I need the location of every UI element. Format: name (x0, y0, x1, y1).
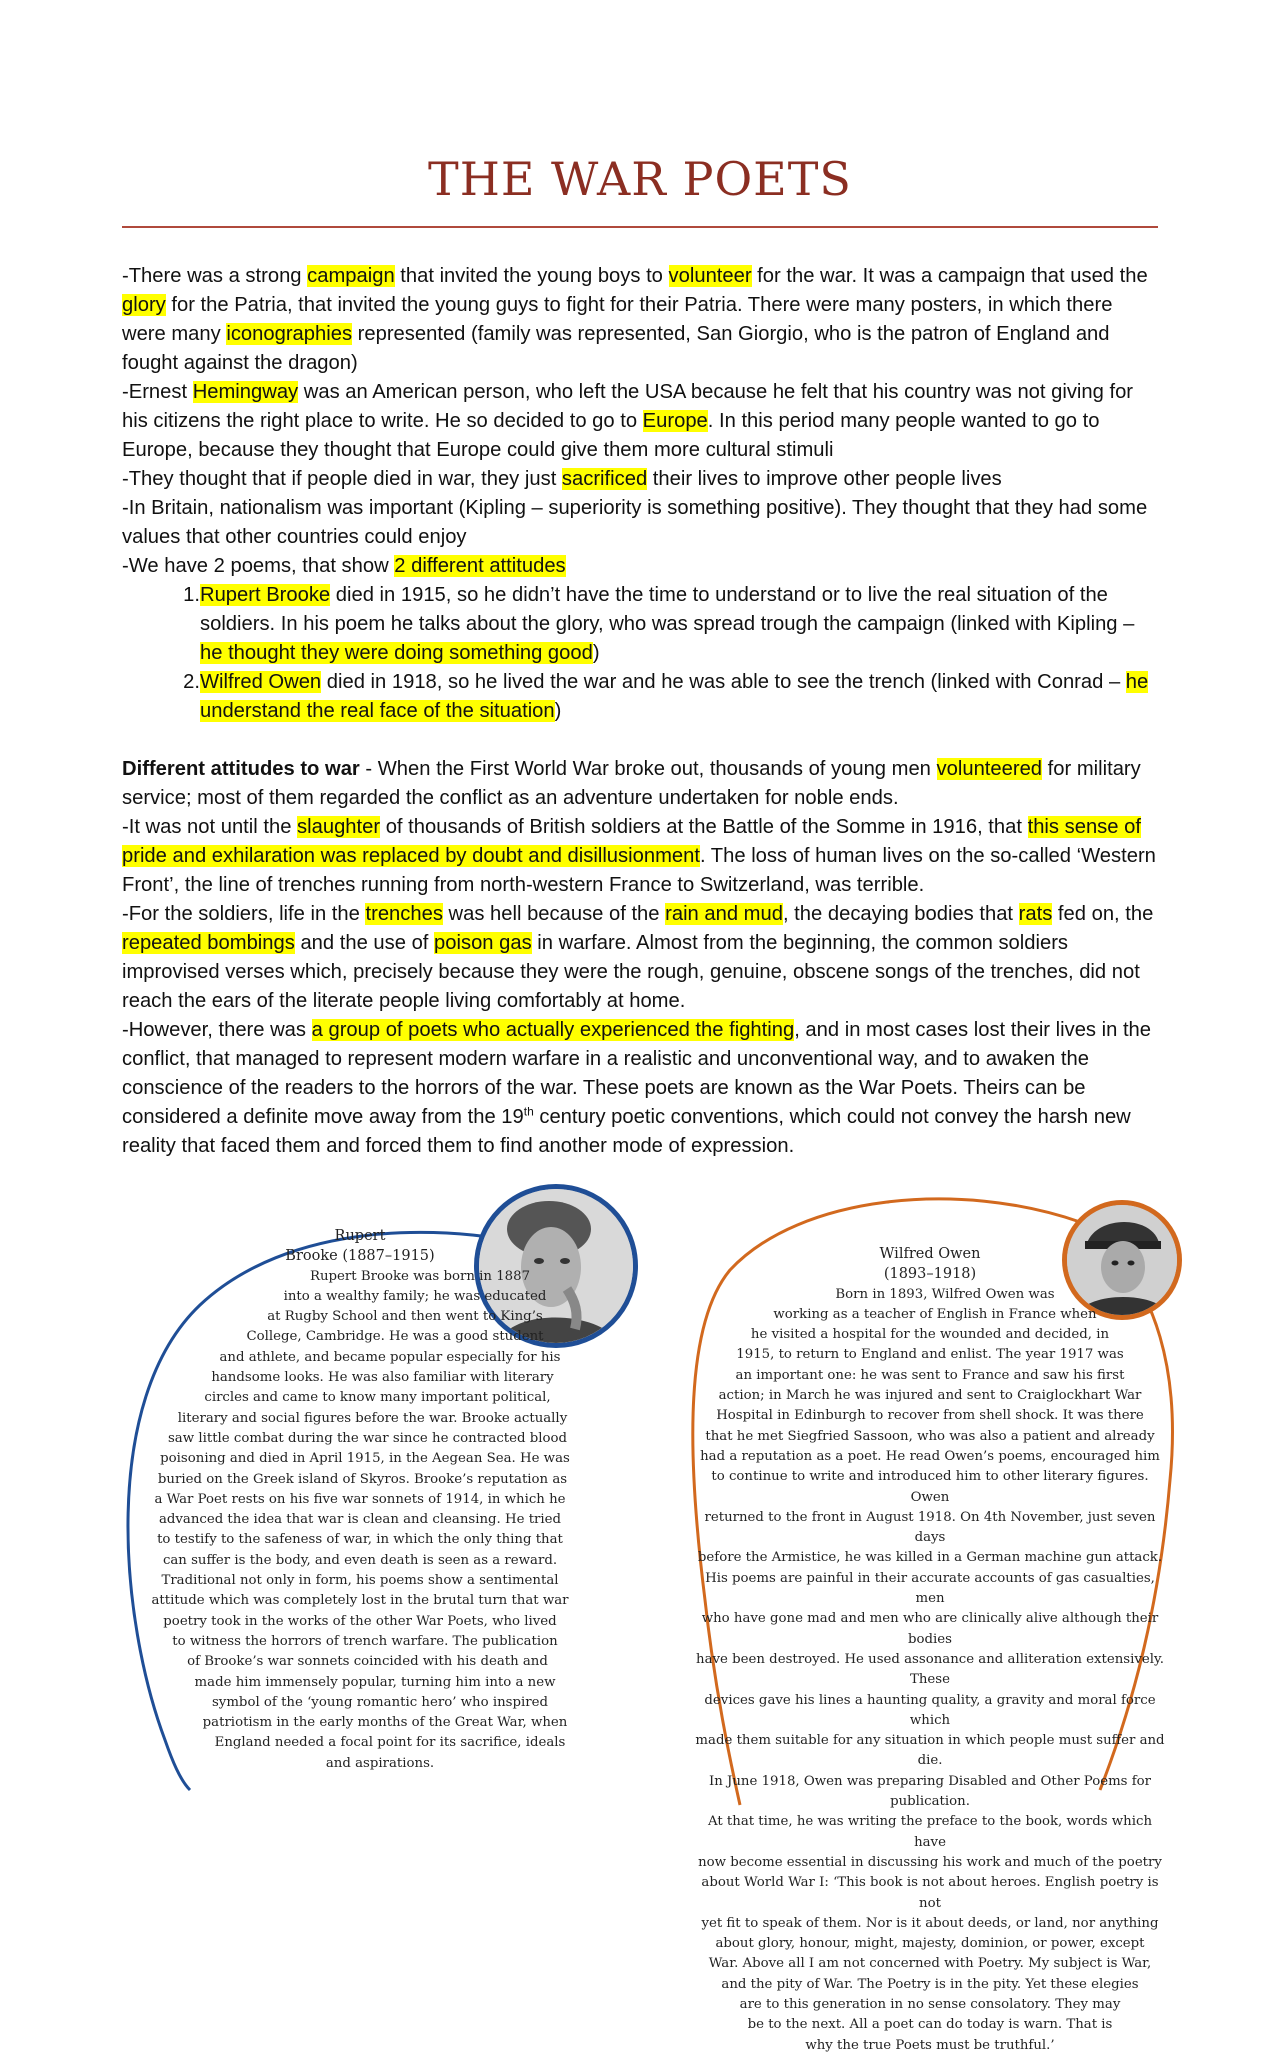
bio-line: and athlete, and became popular especially for his (219, 1349, 561, 1365)
page-title: THE WAR POETS (428, 152, 852, 206)
highlight: trenches (365, 903, 443, 925)
bio-line: working as a teacher of English in France when (773, 1306, 1097, 1322)
bio-line: at Rugby School and then went to King’s (267, 1309, 543, 1325)
bio-line: had a reputation as a poet. He read Owen’s poems, encouraged him (700, 1448, 1160, 1464)
highlight: Rupert Brooke (200, 584, 331, 606)
text-run: ) (592, 642, 600, 664)
bio-line: Traditional not only in form, his poems show a sentimental (161, 1573, 559, 1589)
bio-line: yet fit to speak of them. Nor is it about deeds, or land, nor anything (701, 1915, 1159, 1931)
bio-line: His poems are painful in their accurate accounts of gas casualties, men (705, 1570, 1155, 1607)
bio-line: be to the next. All a poet can do today is warn. That is (747, 2017, 1113, 2033)
bio-line: of Brooke’s war sonnets coincided with his death and (187, 1654, 548, 1670)
highlight: he understand the real face of the situation (200, 671, 1149, 722)
bio-line: Born in 1893, Wilfred Owen was (835, 1286, 1055, 1302)
bio-line: have been destroyed. He used assonance and alliteration extensively. These (696, 1651, 1164, 1688)
bio-line: War. Above all I am not concerned with Poetry. My subject is War, (708, 1956, 1152, 1972)
bio-line: to witness the horrors of trench warfare. The publication (172, 1633, 558, 1649)
text-run: died in 1915, so he didn’t have the time to understand or to live the real situation of the soldiers. In his poem he talks about the glory, who was spread trough the campaign (linked with Kipling – (200, 584, 1135, 635)
text-run: died in 1918, so he lived the war and he was able to see the trench (linked with Conrad – (321, 671, 1126, 693)
text-run: was hell because of the (442, 903, 666, 925)
bio-line: an important one: he was sent to France and saw his first (735, 1367, 1125, 1383)
highlight: iconographies (226, 323, 353, 345)
text-run: of thousands of British soldiers at the Battle of the Somme in 1916, that (380, 816, 1028, 838)
text-run: -However, there was (122, 1019, 312, 1041)
bio-line: and aspirations. (325, 1755, 435, 1771)
bio-line: to testify to the safeness of war, in which the only thing that (157, 1532, 563, 1548)
text-run: , and in most cases lost their lives in the conflict, that managed to represent modern warfare in a realistic and unconventional way, and to awaken the conscience of the readers to the horrors of the war. These poets are known as the War Poets. Theirs can be considered a definite move away from the 19 (122, 1019, 1152, 1128)
highlight: 2 different attitudes (394, 555, 566, 577)
bio-line: saw little combat during the war since he contracted blood (167, 1430, 568, 1446)
text-run: was an American person, who left the USA because he felt that his country was not giving for his citizens the right place to write. He so decided to go to (122, 381, 1134, 432)
bio-line: College, Cambridge. He was a good student (246, 1329, 544, 1345)
text-run: fed on, the (1052, 903, 1154, 925)
bio-line: England needed a focal point for its sacrifice, ideals (214, 1735, 566, 1751)
bio-line: before the Armistice, he was killed in a German machine gun attack. (697, 1550, 1163, 1566)
highlight: campaign (307, 265, 395, 287)
highlight: glory (122, 294, 166, 316)
bio-line: advanced the idea that war is clean and cleansing. He tried (158, 1512, 562, 1528)
highlight: a group of poets who actually experienced the fighting (311, 1019, 795, 1041)
highlight: this sense of pride and exhilaration was replaced by doubt and disillusionment (122, 816, 1141, 867)
highlight: he thought they were doing something good (200, 642, 593, 664)
highlight: poison gas (434, 932, 532, 954)
text-run: -It was not until the (122, 816, 298, 838)
highlight: repeated bombings (122, 932, 295, 954)
bio-line: Hospital in Edinburgh to recover from shell shock. It was there (716, 1408, 1144, 1424)
bio-line: action; in March he was injured and sent to Craiglockhart War (718, 1388, 1142, 1404)
text-run: -For the soldiers, life in the (122, 903, 366, 925)
bio-line: buried on the Greek island of Skyros. Brooke’s reputation as (157, 1471, 568, 1487)
bio-line: devices gave his lines a haunting quality, a gravity and moral force which (704, 1692, 1156, 1728)
intro-paragraph-4: -In Britain, nationalism was important (Kipling – superiority is something positive). They thought that they had some values that other countries could enjoy (122, 497, 1148, 548)
wilfred-owen-bio (690, 1244, 1170, 2056)
bio-line: who have gone mad and men who are clinically alive although their bodies (701, 1611, 1159, 1647)
superscript: th (523, 1104, 534, 1119)
text-run: in warfare. Almost from the beginning, the common soldiers improvised verses which, precisely because they were the rough, genuine, obscene songs of the trenches, did not reach the ears of the literate people living comfortably at home. (122, 932, 1140, 1012)
text-run: ) (554, 700, 562, 722)
bio-line: Rupert Brooke was born in 1887 (309, 1268, 531, 1284)
bio-line: literary and social figures before the war. Brooke actually (177, 1410, 568, 1426)
bio-line: now become essential in discussing his work and much of the poetry (698, 1854, 1162, 1870)
highlight: Europe (642, 410, 708, 432)
text-run: . The loss of human lives on the so-called ‘Western Front’, the line of trenches running from north-western France to Switzerland, was terrible. (122, 845, 1156, 896)
bio-line: In June 1918, Owen was preparing Disabled and Other Poems for publication. (708, 1773, 1152, 1810)
bio-line: poisoning and died in April 1915, in the Aegean Sea. He was (160, 1451, 570, 1467)
text-run: their lives to improve other people lives (647, 468, 1002, 490)
list-number: 2. (183, 671, 200, 693)
bio-line: and the pity of War. The Poetry is in the pity. Yet these elegies (721, 1976, 1139, 1992)
section-heading: Different attitudes to war (122, 758, 360, 780)
highlight: volunteered (936, 758, 1043, 780)
highlight: slaughter (297, 816, 381, 838)
bio-line: patriotism in the early months of the Great War, when (202, 1715, 568, 1731)
text-run: . In this period many people wanted to go to Europe, because they thought that Europe could give them more cultural stimuli (122, 410, 1100, 461)
bio-line: made him immensely popular, turning him into a new (194, 1674, 556, 1690)
bio-line: handsome looks. He was also familiar with literary (211, 1370, 554, 1386)
bio-line: circles and came to know many important political, (204, 1390, 551, 1406)
bio-line: At that time, he was writing the preface to the book, words which have (707, 1814, 1153, 1850)
bio-line: returned to the front in August 1918. On 4th November, just seven days (704, 1509, 1156, 1546)
highlight: volunteer (668, 265, 752, 287)
bio-line: into a wealthy family; he was educated (283, 1288, 547, 1304)
bio-name: Rupert (334, 1228, 386, 1244)
bio-line: about glory, honour, might, majesty, dominion, or power, except (715, 1936, 1145, 1952)
highlight: sacrificed (561, 468, 648, 490)
text-run: -They thought that if people died in war, they just (122, 468, 562, 490)
bio-dates: (1893–1918) (883, 1266, 977, 1283)
highlight: rats (1018, 903, 1053, 925)
bio-line: are to this generation in no sense consolatory. They may (739, 1996, 1121, 2012)
list-number: 1. (183, 584, 200, 606)
rupert-brooke-bio (140, 1226, 580, 1774)
bio-dates: Brooke (1887–1915) (285, 1248, 435, 1265)
text-run: for the Patria, that invited the young guys to fight for their Patria. There were many posters, in which there were many (122, 294, 1113, 345)
text-run: that invited the young boys to (394, 265, 669, 287)
bio-line: can suffer is the body, and even death is seen as a reward. (162, 1552, 558, 1568)
bio-line: he visited a hospital for the wounded and decided, in (750, 1327, 1110, 1343)
bio-line: a War Poet rests on his five war sonnets of 1914, in which he (154, 1491, 566, 1507)
text-run: - When the First World War broke out, thousands of young men (359, 758, 937, 780)
bio-line: that he met Siegfried Sassoon, who was also a patient and already (705, 1428, 1155, 1444)
text-run: represented (family was represented, San Giorgio, who is the patron of England and fought against the dragon) (122, 323, 1110, 374)
bio-line: poetry took in the works of the other War Poets, who lived (163, 1613, 557, 1629)
text-run: -We have 2 poems, that show (122, 555, 395, 577)
bio-line: about World War I: ‘This book is not about heroes. English poetry is not (701, 1875, 1159, 1911)
bio-name: Wilfred Owen (879, 1246, 981, 1262)
text-run: century poetic conventions, which could not convey the harsh new reality that faced them and forced them to find another mode of expression. (122, 1106, 1131, 1157)
highlight: rain and mud (665, 903, 783, 925)
text-run: for military service; most of them regarded the conflict as an adventure undertaken for noble ends. (122, 758, 1141, 809)
text-run: -Ernest (122, 381, 193, 403)
text-run: -There was a strong (122, 265, 308, 287)
bio-line: to continue to write and introduced him to other literary figures. Owen (711, 1469, 1149, 1505)
bio-line: why the true Poets must be truthful.’ (805, 2037, 1055, 2053)
bio-line: made them suitable for any situation in which people must suffer and die. (695, 1733, 1165, 1769)
highlight: Wilfred Owen (200, 671, 322, 693)
text-run: , the decaying bodies that (782, 903, 1019, 925)
text-run: for the war. It was a campaign that used the (751, 265, 1148, 287)
bio-line: symbol of the ‘young romantic hero’ who inspired (211, 1694, 548, 1710)
bio-line: 1915, to return to England and enlist. The year 1917 was (736, 1347, 1124, 1363)
text-run: and the use of (294, 932, 435, 954)
bio-line: attitude which was completely lost in the brutal turn that war (151, 1593, 569, 1609)
highlight: Hemingway (192, 381, 299, 403)
